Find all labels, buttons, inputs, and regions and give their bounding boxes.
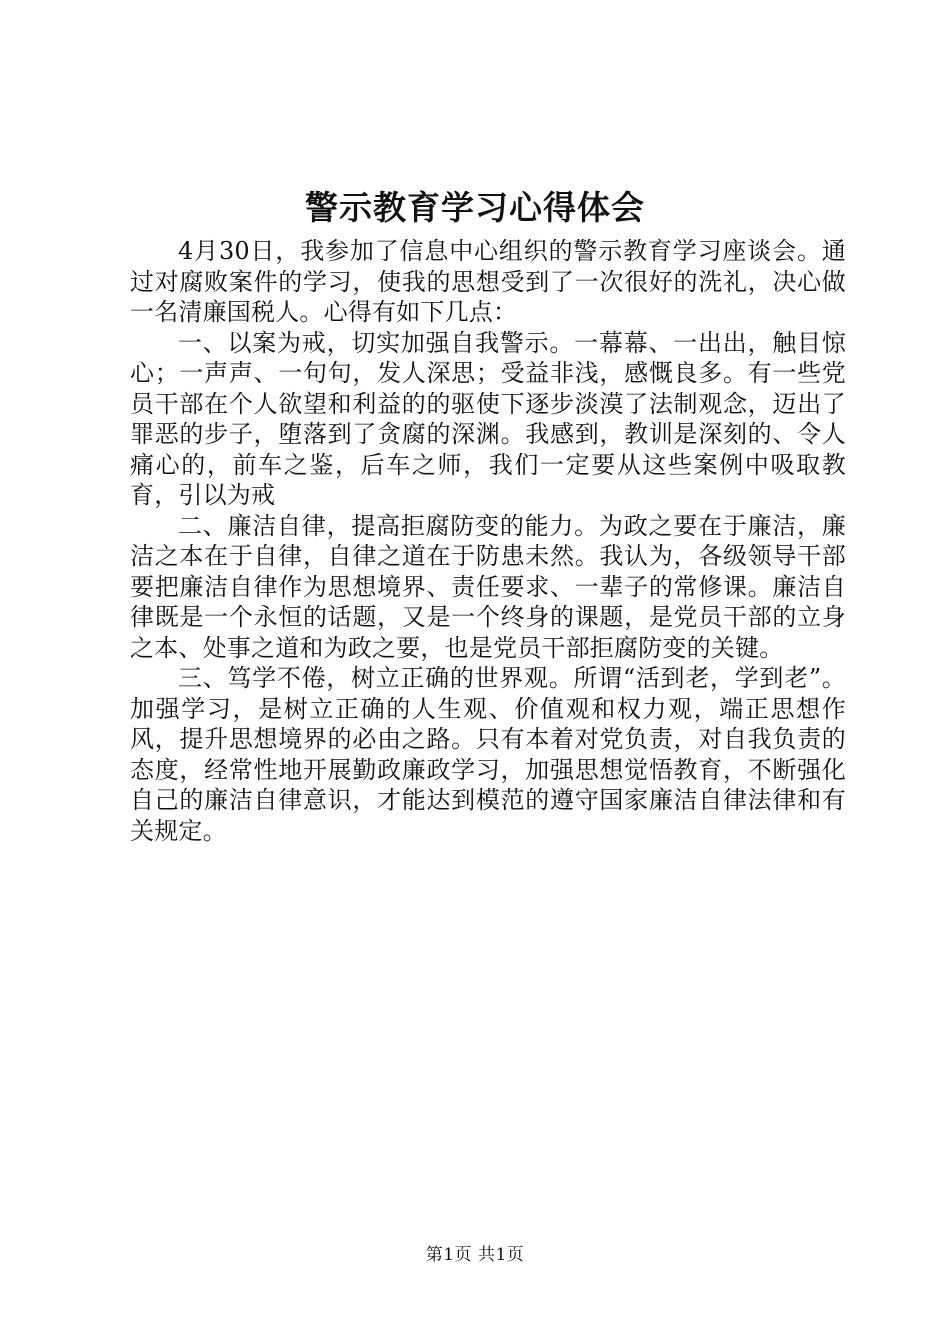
paragraph-intro: 4月30日，我参加了信息中心组织的警示教育学习座谈会。通过对腐败案件的学习，使我的思想受到了一次很好的洗礼，决心做一名清廉国税人。心得有如下几点： <box>130 237 846 326</box>
paragraph-point-1: 一、以案为戒，切实加强自我警示。一幕幕、一出出，触目惊心；一声声、一句句，发人深思；受益非浅，感慨良多。有一些党员干部在个人欲望和利益的的驱使下逐步淡漠了法制观念，迈出了罪恶的步子，堕落到了贪腐的深渊。我感到，教训是深刻的、令人痛心的，前车之鉴，后车之师，我们一定要从这些案例中吸取教育，引以为戒 <box>130 328 846 509</box>
document-body <box>130 236 846 846</box>
paragraph-point-3: 三、笃学不倦，树立正确的世界观。所谓“活到老，学到老”。加强学习，是树立正确的人生观、价值观和权力观，端正思想作风，提升思想境界的必由之路。只有本着对党负责，对自我负责的态度，经常性地开展勤政廉政学习，加强思想觉悟教育，不断强化自己的廉洁自律意识，才能达到模范的遵守国家廉洁自律法律和有关规定。 <box>130 664 846 845</box>
document-title: 警示教育学习心得体会 <box>305 188 645 227</box>
paragraph-point-2: 二、廉洁自律，提高拒腐防变的能力。为政之要在于廉洁，廉洁之本在于自律，自律之道在于防患未然。我认为，各级领导干部要把廉洁自律作为思想境界、责任要求、一辈子的常修课。廉洁自律既是一个永恒的话题，又是一个终身的课题，是党员干部的立身之本、处事之道和为政之要，也是党员干部拒腐防变的关键。 <box>130 511 846 662</box>
page-footer: 第1页 共1页 <box>425 1245 525 1265</box>
